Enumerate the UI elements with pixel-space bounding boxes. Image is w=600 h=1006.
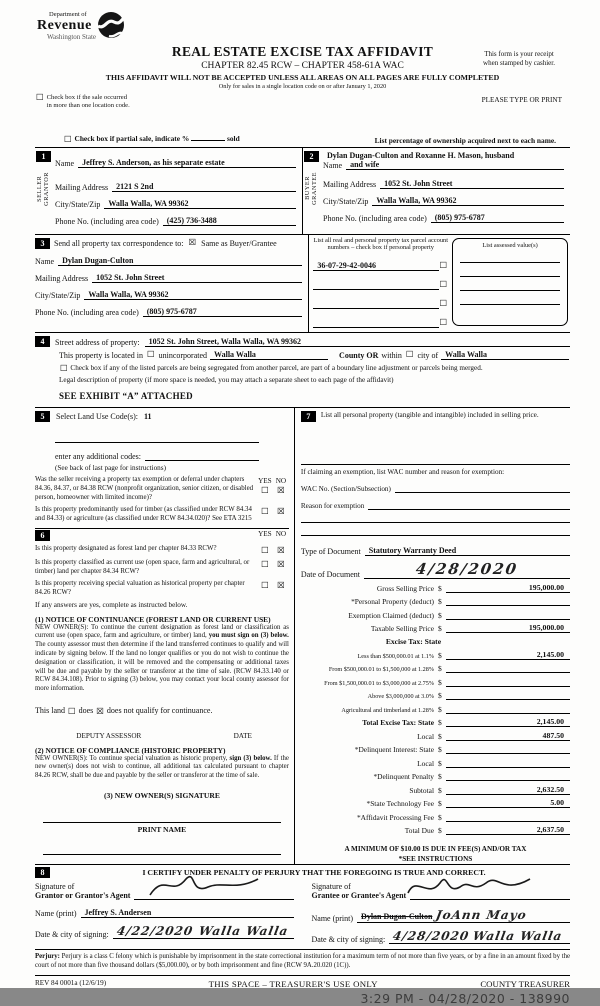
street-address-input[interactable]: 1052 St. John Street, Walla Walla, WA 99362: [145, 337, 570, 347]
parcel-input-1[interactable]: 36-07-29-42-0046: [313, 261, 438, 271]
q1-no-col: NO ☒: [275, 477, 287, 497]
does-label: does: [78, 706, 94, 716]
fin-row-rate-3: From $1,500,000.01 to $3,000,000 at 2.75% $: [301, 677, 570, 687]
county-treasurer-label: COUNTY TREASURER: [480, 978, 570, 989]
corr-csz-label: City/State/Zip: [35, 290, 81, 300]
seller-phone-input[interactable]: (425) 736-3488: [163, 216, 296, 226]
delinquent-interest-state-input[interactable]: [446, 744, 570, 754]
q1-no-checkbox[interactable]: ☒: [277, 486, 285, 497]
land-use-label: Select Land Use Code(s):: [56, 412, 138, 422]
county-or-label: County OR: [339, 350, 379, 360]
any-yes-note: If any answers are yes, complete as instructed below.: [35, 600, 188, 609]
parcel-personal-checkbox-2[interactable]: ☐: [439, 280, 448, 291]
fin-row-affidavit-processing-fee: *Affidavit Processing Fee $: [301, 812, 570, 822]
exhibit-a-text: SEE EXHIBIT “A” ATTACHED: [59, 391, 193, 402]
notice-continuance-body: NEW OWNER(S): To continue the current designation as forest land or classification as current use (open space, farm and agriculture, or timber) land, you must sign on (3) below. The county assessor must then determine if the land transferred continues to qualify and will indicate by signing below. If the land no longer qualifies or you do not wish to continue the designation or classification, it will be removed and the compensating or additional taxes will be due and payable by the seller or transferor at the time of sale. (RCW 84.33.140 or RCW 84.34.108). Prior to signing (3) below, you may contact your local county assessor for more information.: [35, 623, 289, 693]
additional-codes-input[interactable]: [145, 451, 259, 461]
forest-land-question: Is this property designated as forest land per chapter 84.33 RCW?: [35, 544, 217, 552]
q1-yes-col: YES ☐: [258, 477, 272, 497]
certification-section: [35, 864, 570, 944]
land-use-section: [35, 411, 289, 523]
assessed-values-box: [452, 238, 568, 326]
fin-row-delinquent-interest-state: *Delinquent Interest: State $: [301, 744, 570, 754]
unincorporated-label: unincorporated: [158, 350, 208, 360]
fin-row-rate-4: Above $3,000,000 at 3.0% $: [301, 690, 570, 700]
buyer-mailing-label: Mailing Address: [323, 179, 377, 189]
ownership-note: List percentage of ownership acquired next to each name.: [374, 135, 556, 145]
form-only-note: Only for sales in a single location code on or after January 1, 2020: [218, 83, 387, 90]
seller-section: [35, 148, 302, 234]
rate-4-input[interactable]: [446, 690, 570, 700]
deputy-date-label: DATE: [233, 731, 252, 740]
section-6-number: 6: [35, 530, 50, 541]
section-5-number: 5: [35, 411, 50, 422]
grantor-name-print-label: Name (print): [35, 909, 77, 919]
buyer-grantee-side-label: BUYER GRANTEE: [303, 171, 318, 205]
section-7-number: 7: [301, 411, 316, 422]
grantor-signature-scrawl: [144, 871, 264, 901]
treasurer-receipt-stamp: 3:29 PM - 04/28/2020 - 138990: [360, 990, 570, 1006]
fin-row-rate-5: Agricultural and timberland at 1.28% $: [301, 704, 570, 714]
new-owner-signature-line[interactable]: [43, 810, 281, 823]
partial-sale-percent-input[interactable]: [191, 140, 225, 141]
seller-mailing-label: Mailing Address: [55, 182, 109, 192]
segregated-checkbox[interactable]: ☐: [60, 363, 68, 374]
street-address-label: Street address of property:: [55, 337, 140, 347]
form-footer: [35, 975, 570, 989]
exemption-section: [301, 464, 570, 536]
notice-compliance-title: (2) NOTICE OF COMPLIANCE (HISTORIC PROPERTY): [35, 745, 226, 755]
grantee-name-handwritten: JoAnn Mayo: [435, 908, 529, 923]
dor-logo: [37, 12, 128, 44]
multi-location-checkbox[interactable]: ☐: [36, 93, 44, 103]
corr-name-input[interactable]: Dylan Dugan-Culton: [58, 256, 302, 266]
seller-grantor-side-label: SELLER GRANTOR: [35, 171, 50, 206]
wac-no-label: WAC No. (Section/Subsection): [300, 485, 391, 494]
multi-location-label: Check box if the sale occurred in more than one location code.: [46, 94, 130, 110]
grantor-signature-input[interactable]: [134, 885, 293, 900]
corr-phone-input[interactable]: (805) 975-6787: [143, 307, 303, 317]
partial-sale-line: ☐ Check box if partial sale, indicate % sold: [64, 134, 240, 145]
land-use-code-input[interactable]: 11: [143, 412, 152, 422]
subtotal-input[interactable]: 2,632.50: [446, 785, 570, 795]
grantee-signature-scrawl: [404, 871, 534, 901]
does-not-qualify-checkbox[interactable]: ☒: [96, 707, 104, 718]
fin-row-state-technology-fee: *State Technology Fee $ 5.00: [301, 798, 570, 808]
fin-row-personal-property: *Personal Property (deduct) $: [301, 596, 570, 606]
reason-line-2[interactable]: [301, 510, 570, 523]
fin-row-rate-2: From $500,000.01 to $1,500,000 at 1.28% $: [301, 663, 570, 673]
new-owner-signature-label: (3) NEW OWNER(S) SIGNATURE: [103, 791, 220, 801]
grantee-signature-block: [312, 878, 571, 944]
assessed-value-input-4[interactable]: [460, 291, 560, 305]
rate-1-input[interactable]: 2,145.00: [446, 650, 570, 660]
buyer-name-label: Name: [323, 160, 343, 170]
buyer-name-line2[interactable]: and wife: [346, 160, 564, 170]
same-as-buyer-checkbox[interactable]: ☒: [188, 237, 197, 248]
does-not-qualify-label: does not qualify for continuance.: [106, 706, 213, 716]
grantee-name-struck: Dylan Dugan-Culton: [361, 912, 433, 922]
seller-name-input[interactable]: Jeffrey S. Anderson, as his separate estate: [78, 158, 296, 168]
q2-no-checkbox[interactable]: ☒: [277, 507, 285, 518]
parcel-input-4[interactable]: [313, 318, 438, 328]
legal-description-label: Legal description of property (if more space is needed, you may attach a separate sheet to each page of the affidavit): [59, 376, 394, 385]
state-technology-fee-input[interactable]: 5.00: [446, 798, 570, 808]
tax-correspondence-section: [35, 235, 308, 332]
minimum-fee-note: A MINIMUM OF $10.00 IS DUE IN FEE(S) AND/OR TAX *SEE INSTRUCTIONS: [344, 845, 527, 863]
fin-row-gross: Gross Selling Price $ 195,000.00: [301, 583, 570, 593]
revenue-swirl-icon: [94, 10, 128, 44]
fin-row-exemption-claimed: Exemption Claimed (deduct) $: [301, 610, 570, 620]
current-use-yes-checkbox[interactable]: ☐: [261, 560, 269, 570]
personal-property-label: List all personal property (tangible and intangible) included in selling price.: [320, 411, 539, 420]
buyer-phone-input[interactable]: (805) 975-6787: [431, 213, 564, 223]
notice-compliance-body: NEW OWNER(S): To continue special valuation as historic property, sign (3) below. If the new owner(s) does not wish to continue, all additional tax calculated pursuant to chapter 84.26 RCW, shall be due and payable by the seller or transferor at the time of sale.: [35, 754, 289, 780]
reason-exemption-label: Reason for exemption: [300, 502, 365, 511]
date-of-document-input[interactable]: 4/28/2020: [364, 560, 570, 579]
seller-name-label: Name: [55, 158, 75, 168]
current-use-question: Is this property classified as current use (open space, farm and agricultural, or timber) land per chapter 84.34 RCW?: [35, 559, 250, 575]
this-land-label: This land: [35, 706, 65, 716]
historical-question: Is this property receiving special valuation as historical property per chapter 84.26 RCW?: [35, 580, 245, 596]
section-3-number: 3: [35, 238, 50, 249]
logo-revenue-text: Revenue: [37, 17, 92, 33]
type-of-document-label: Type of Document: [300, 547, 361, 557]
fin-row-delinquent-interest-local: Local $: [301, 758, 570, 768]
buyer-phone-label: Phone No. (including area code): [323, 213, 427, 223]
certify-statement: I CERTIFY UNDER PENALTY OF PERJURY THAT THE FOREGOING IS TRUE AND CORRECT.: [142, 868, 486, 878]
q2-yes-checkbox[interactable]: ☐: [261, 507, 269, 518]
grantor-signature-block: [35, 878, 294, 944]
grantor-signature-label: Signature of Grantor or Grantor's Agent: [35, 882, 131, 901]
no-column-header: NO: [275, 529, 287, 538]
deputy-assessor-label: DEPUTY ASSESSOR: [76, 731, 142, 740]
notice-continuance-title: (1) NOTICE OF CONTINUANCE (FOREST LAND OR CURRENT USE): [35, 614, 271, 624]
excise-tax-state-header: Excise Tax: State: [385, 637, 442, 647]
parcel-input-2[interactable]: [313, 280, 438, 290]
print-name-label: PRINT NAME: [137, 825, 187, 835]
section-8-number: 8: [35, 867, 50, 878]
corr-name-label: Name: [35, 256, 55, 266]
assessed-value-input-1[interactable]: [460, 249, 560, 263]
logo-state-text: Washington State: [47, 32, 97, 41]
local-tax-input[interactable]: 487.50: [446, 731, 570, 741]
total-excise-state-input[interactable]: 2,145.00: [446, 717, 570, 727]
grantee-signature-input[interactable]: [410, 885, 570, 900]
land-use-code-line[interactable]: [55, 430, 259, 443]
segregated-label: Check box if any of the listed parcels are being segregated from another parcel, are part of a boundary line adjustment or parcels being merged.: [70, 363, 483, 372]
assessed-value-input-2[interactable]: [460, 263, 560, 277]
grantee-date-city-input[interactable]: 4/28/2020 Walla Walla: [389, 929, 570, 944]
unincorporated-county-input[interactable]: Walla Walla: [210, 350, 328, 360]
partial-sale-checkbox[interactable]: ☐: [64, 135, 72, 145]
logo-dept-text: Department of: [49, 11, 87, 18]
fin-row-total-due: Total Due $ 2,637.50: [301, 825, 570, 835]
reason-exemption-input[interactable]: [368, 500, 570, 510]
exemption-claimed-input[interactable]: [446, 610, 570, 620]
seller-mailing-input[interactable]: 2121 S 2nd: [112, 182, 296, 192]
parcel-input-3[interactable]: [313, 299, 438, 309]
forest-yes-checkbox[interactable]: ☐: [261, 545, 269, 556]
delinquent-penalty-input[interactable]: [446, 771, 570, 781]
corr-mailing-input[interactable]: 1052 St. John Street: [92, 273, 302, 283]
personal-property-input-area[interactable]: [301, 422, 570, 464]
section-2-number: 2: [304, 151, 319, 162]
parcel-personal-checkbox-1[interactable]: ☐: [439, 261, 448, 272]
affidavit-processing-fee-input[interactable]: [446, 812, 570, 822]
historical-no-checkbox[interactable]: ☒: [277, 581, 285, 592]
yes-column-header: YES: [258, 529, 272, 538]
delinquent-interest-local-input[interactable]: [446, 758, 570, 768]
fin-row-subtotal: Subtotal $ 2,632.50: [301, 785, 570, 795]
same-as-buyer-label: Same as Buyer/Grantee: [201, 238, 277, 248]
type-of-document-input[interactable]: Statutory Warranty Deed: [365, 546, 570, 556]
fin-row-delinquent-penalty: *Delinquent Penalty $: [301, 771, 570, 781]
print-name-line[interactable]: [43, 842, 281, 855]
perjury-note: Perjury: Perjury is a class C felony which is punishable by imprisonment in the state correctional institution for a maximum term of not more than five years, or by a fine in an amount fixed by the court of not more than five thousand dollars ($5,000.00), or by both imprisonment and fine (RCW 9A.20.020 (1C)).: [35, 949, 570, 975]
form-revision-number: REV 84 0001a (12/6/19): [35, 978, 107, 987]
grantee-date-city-label: Date & city of signing:: [311, 935, 386, 945]
financial-section: [301, 583, 570, 864]
seller-phone-label: Phone No. (including area code): [55, 216, 159, 226]
grantee-signature-label: Signature of Grantee or Grantee's Agent: [311, 882, 407, 901]
form-title: REAL ESTATE EXCISE TAX AFFIDAVIT: [171, 44, 434, 59]
historical-yes-checkbox[interactable]: ☐: [261, 581, 269, 592]
does-qualify-checkbox[interactable]: ☐: [68, 707, 76, 718]
form-warning: THIS AFFIDAVIT WILL NOT BE ACCEPTED UNLESS ALL AREAS ON ALL PAGES ARE FULLY COMPLETED: [105, 73, 500, 82]
grantee-name-print-label: Name (print): [311, 914, 354, 924]
additional-codes-label: enter any additional codes:: [55, 452, 141, 462]
forest-no-checkbox[interactable]: ☒: [277, 545, 285, 556]
corr-phone-label: Phone No. (including area code): [35, 307, 139, 317]
q1-yes-checkbox[interactable]: ☐: [261, 486, 269, 497]
parcel-header: List all real and personal property tax parcel account numbers – check box if personal property: [313, 236, 448, 252]
assessed-value-input-3[interactable]: [460, 277, 560, 291]
grantor-name-print-input[interactable]: Jeffrey S. Andersen: [81, 908, 294, 918]
current-use-no-checkbox[interactable]: ☒: [277, 560, 285, 570]
assessed-header: List assessed value(s): [482, 241, 538, 249]
personal-property-deduct-input[interactable]: [446, 596, 570, 606]
rate-2-input[interactable]: [446, 663, 570, 673]
fin-row-taxable: Taxable Selling Price $ 195,000.00: [301, 623, 570, 633]
city-of-label: city of: [417, 350, 439, 360]
buyer-mailing-input[interactable]: 1052 St. John Street: [380, 179, 564, 189]
section-1-number: 1: [36, 151, 51, 162]
buyer-name-line1[interactable]: Dylan Dugan-Culton and Roxanne H. Mason, husband: [327, 150, 515, 160]
receipt-note: This form is your receipt when stamped by cashier.: [483, 50, 555, 67]
please-type-note: PLEASE TYPE OR PRINT: [481, 96, 562, 104]
timber-agriculture-question: Is this property predominantly used for timber (as classified under RCW 84.34 and 84.33) or agriculture (as classified under RCW 84.34.020)? See ETA 3215: [35, 506, 252, 522]
city-input[interactable]: Walla Walla: [441, 350, 569, 360]
grantor-date-city-label: Date & city of signing:: [35, 930, 109, 940]
buyer-section: [302, 148, 570, 234]
parcel-numbers-section: [313, 237, 452, 328]
rate-5-input[interactable]: [446, 704, 570, 714]
located-in-label: This property is located in: [59, 350, 143, 360]
exemption-deferral-question: Was the seller receiving a property tax exemption or deferral under chapters 84.36, 84.37, or 84.38 RCW (nonprofit organization, senior citizen, or disabled person, homeowner with limited income)?: [35, 476, 254, 501]
wac-no-input[interactable]: [395, 483, 570, 493]
section-4-number: 4: [35, 336, 50, 347]
designation-section: [35, 528, 289, 856]
fin-row-local: Local $ 487.50: [301, 731, 570, 741]
form-subtitle: CHAPTER 82.45 RCW – CHAPTER 458-61A WAC: [201, 61, 404, 71]
send-correspondence-label: Send all property tax correspondence to:: [54, 238, 184, 248]
city-of-checkbox[interactable]: ☐: [405, 350, 414, 361]
taxable-selling-price-input[interactable]: 195,000.00: [446, 623, 570, 633]
fin-row-total-excise-state: Total Excise Tax: State $ 2,145.00: [301, 717, 570, 727]
property-address-section: [35, 333, 570, 409]
rate-3-input[interactable]: [446, 677, 570, 687]
buyer-csz-label: City/State/Zip: [323, 196, 369, 206]
fin-row-rate-1: Less than $500,000.01 at 1.1% $ 2,145.00: [301, 650, 570, 660]
corr-mailing-label: Mailing Address: [35, 273, 89, 283]
personal-property-section: [301, 411, 570, 422]
within-label: within: [381, 350, 402, 360]
grantee-name-print-input[interactable]: [357, 908, 570, 923]
fin-label: Gross Selling Price: [376, 583, 434, 593]
buyer-csz-input[interactable]: Walla Walla, WA 99362: [372, 196, 564, 206]
date-of-document-label: Date of Document: [300, 570, 360, 580]
parcel-personal-checkbox-4[interactable]: ☐: [439, 318, 448, 329]
claiming-exemption-label: If claiming an exemption, list WAC number and reason for exemption:: [300, 468, 505, 477]
grantor-date-city-input[interactable]: 4/22/2020 Walla Walla: [113, 924, 294, 939]
treasurer-space-label: THIS SPACE – TREASURER'S USE ONLY: [208, 978, 378, 989]
unincorporated-checkbox[interactable]: ☐: [146, 350, 155, 361]
total-due-input[interactable]: 2,637.50: [446, 825, 570, 835]
form-header: [35, 6, 570, 134]
seller-csz-label: City/State/Zip: [55, 199, 101, 209]
see-back-note: (See back of last page for instructions): [55, 464, 166, 473]
seller-csz-input[interactable]: Walla Walla, WA 99362: [104, 199, 296, 209]
corr-csz-input[interactable]: Walla Walla, WA 99362: [84, 290, 302, 300]
gross-selling-price-input[interactable]: 195,000.00: [446, 583, 570, 593]
parcel-personal-checkbox-3[interactable]: ☐: [439, 299, 448, 310]
reason-line-3[interactable]: [301, 523, 570, 536]
